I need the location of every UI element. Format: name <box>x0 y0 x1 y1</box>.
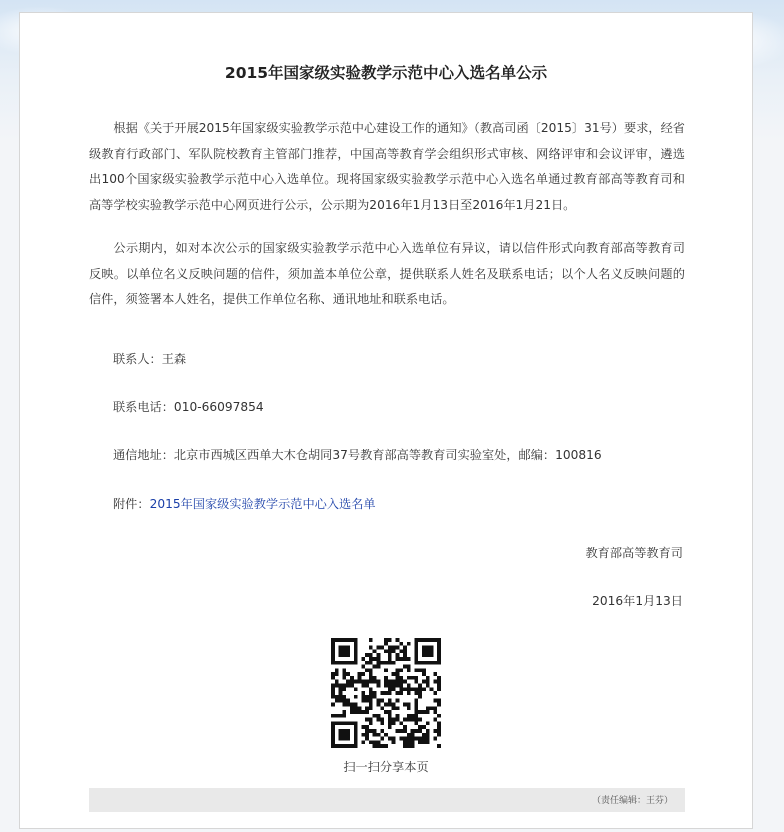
qr-code-icon[interactable] <box>331 638 441 748</box>
article-paragraph-1: 根据《关于开展2015年国家级实验教学示范中心建设工作的通知》（教高司函〔2015〕31号）要求，经省级教育行政部门、军队院校教育主管部门推荐，中国高等教育学会组织形式审核、网络评审和会议评审，遴选出100个国家级实验教学示范中心入选单位。现将国家级实验教学示范中心入选名单通过教育部高等教育司和高等学校实验教学示范中心网页进行公示，公示期为2016年1月13日至2016年1月21日。 <box>89 121 685 212</box>
contact-address: 通信地址：北京市西城区西单大木仓胡同37号教育部高等教育司实验室处，邮编：100816 <box>113 448 602 462</box>
article-paragraph-2: 公示期内，如对本次公示的国家级实验教学示范中心入选单位有异议，请以信件形式向教育部高等教育司反映。以单位名义反映问题的信件，须加盖本单位公章，提供联系人姓名及联系电话；以个人名义反映问题的信件，须签署本人姓名，提供工作单位名称、通讯地址和联系电话。 <box>89 241 685 306</box>
attachment-line <box>113 494 376 514</box>
article-title: 2015年国家级实验教学示范中心入选名单公示 <box>224 64 548 82</box>
signature-organization: 教育部高等教育司 <box>585 546 683 560</box>
article-panel <box>19 12 753 829</box>
qr-caption: 扫一扫分享本页 <box>343 760 429 774</box>
footer-bar <box>89 788 685 812</box>
attachment-link[interactable]: 2015年国家级实验教学示范中心入选名单 <box>149 497 376 511</box>
signature-date: 2016年1月13日 <box>592 594 683 608</box>
attachment-label: 附件： <box>113 497 150 511</box>
contact-person: 联系人：王森 <box>113 352 187 366</box>
responsible-editor: （责任编辑：王芬） <box>591 796 673 806</box>
contact-phone: 联系电话：010-66097854 <box>113 400 264 414</box>
